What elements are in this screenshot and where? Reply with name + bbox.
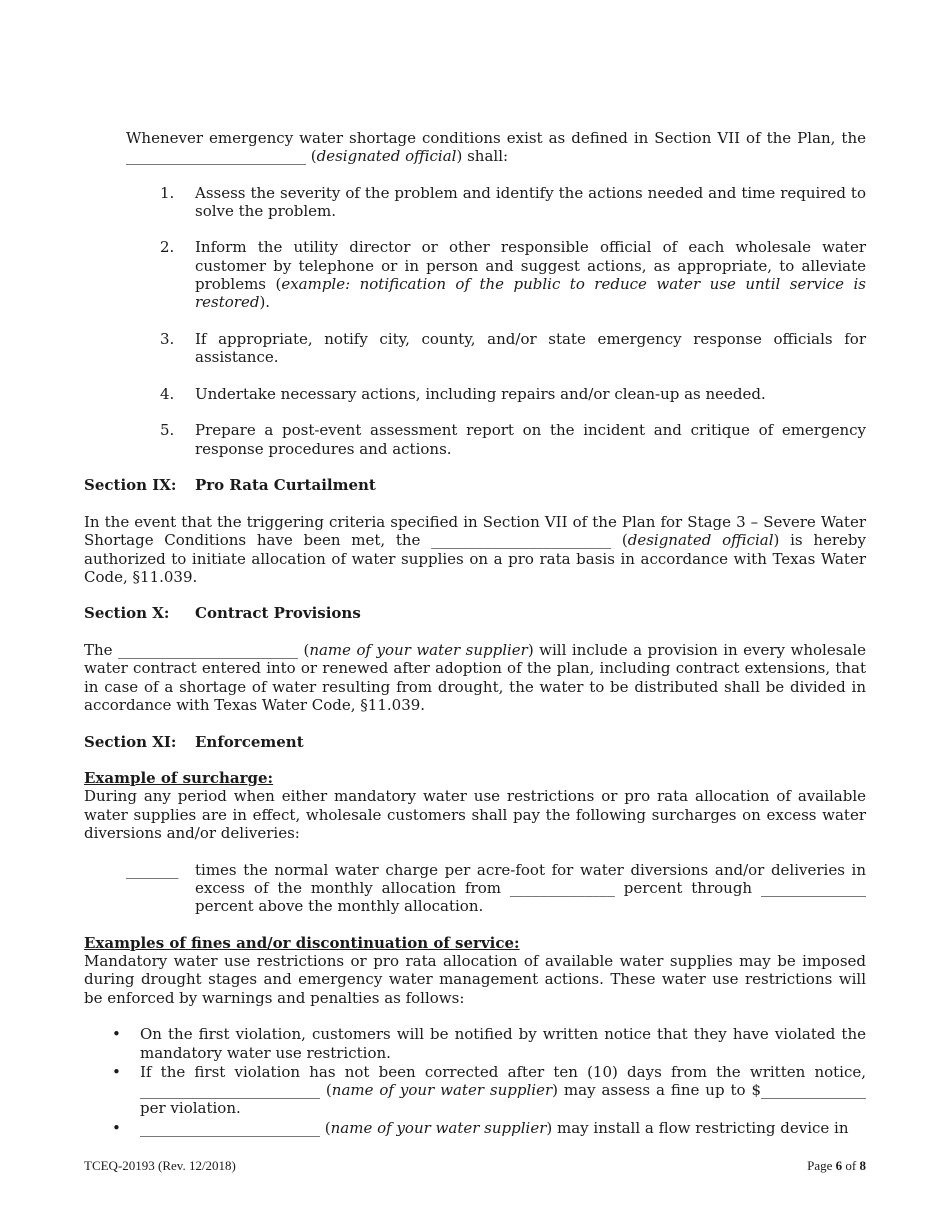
step-example: example: notification of the public to reduce water use until service is restored xyxy=(195,275,866,312)
section-text-end: ) is hereby authorized to initiate allocation of water supplies on a pro rata basis in accordance with Texas Water Code, §11.039. xyxy=(84,531,866,586)
list-item xyxy=(84,1119,866,1137)
surcharge-heading xyxy=(84,769,866,787)
section-number: Section X: xyxy=(84,604,170,623)
bullet-icon: • xyxy=(112,1062,121,1081)
surcharge-text-end: percent above the monthly allocation. xyxy=(195,897,484,916)
page-content xyxy=(84,129,866,1138)
section-text: The xyxy=(84,641,119,660)
bullet-text-end: ) may install a flow restricting device in xyxy=(546,1118,849,1137)
supplier-label: name of your water supplier xyxy=(330,1118,547,1137)
step-text: Assess the severity of the problem and identify the actions needed and time required to solve the problem. xyxy=(195,183,866,220)
page-number xyxy=(807,1158,866,1174)
section-9-heading xyxy=(84,476,866,494)
bullet-icon: • xyxy=(112,1118,121,1137)
section-9-paragraph xyxy=(84,513,866,586)
fines-paragraph: Mandatory water use restrictions or pro rata allocation of available water supplies may be imposed during drought stages and emergency water management actions. These water use restrictions will be enforced by warnings and penalties as follows: xyxy=(84,952,866,1007)
section-text-end: ) will include a provision in every wholesale water contract entered into or renewed after adoption of the plan, including contract extensions, that in case of a shortage of water resulting from drought, the water to be distributed shall be divided in accordance with Texas Water Code, §11.039. xyxy=(84,641,867,714)
list-item xyxy=(84,330,866,367)
intro-text: Whenever emergency water shortage conditions exist as defined in Section VII of the Plan, the xyxy=(126,129,866,147)
section-title: Enforcement xyxy=(195,732,304,751)
list-item xyxy=(84,385,866,403)
bullet-text: If the first violation has not been corrected after ten (10) days from the written notice, xyxy=(140,1062,866,1081)
paren-open: ( xyxy=(320,1118,331,1137)
intro-paragraph xyxy=(84,129,866,166)
paren-open: ( xyxy=(320,1081,332,1100)
official-blank: ________________________ xyxy=(126,147,306,166)
step-text: Inform the utility director or other responsible official of each wholesale water customer by telephone or in person and suggest actions, as appropriate, to alleviate problems ( xyxy=(195,238,866,294)
step-number: 4. xyxy=(160,384,175,403)
percent-from-blank: ______________ xyxy=(509,878,615,897)
surcharge-item xyxy=(84,861,866,916)
intro-text-end: ) shall: xyxy=(456,147,509,166)
official-blank: ________________________ xyxy=(431,531,612,550)
step-number: 5. xyxy=(160,421,175,440)
form-id: TCEQ-20193 (Rev. 12/2018) xyxy=(84,1158,236,1173)
step-number: 1. xyxy=(160,183,175,202)
emergency-steps-list xyxy=(84,184,866,458)
page-footer xyxy=(84,1158,866,1174)
official-label: designated official xyxy=(627,531,774,550)
bullet-icon: • xyxy=(112,1025,121,1044)
step-text-end: ). xyxy=(259,293,271,312)
fines-heading xyxy=(84,934,866,952)
step-text: Undertake necessary actions, including repairs and/or clean-up as needed. xyxy=(195,384,766,403)
list-item xyxy=(84,1063,866,1118)
fines-heading-text: Examples of fines and/or discontinuation of service: xyxy=(84,933,520,952)
supplier-label: name of your water supplier xyxy=(309,641,528,660)
supplier-label: name of your water supplier xyxy=(331,1081,553,1100)
fine-amount-blank: ______________ xyxy=(761,1081,867,1100)
official-label: designated official xyxy=(316,147,457,166)
step-number: 2. xyxy=(160,238,175,257)
section-title: Pro Rata Curtailment xyxy=(195,476,376,495)
list-item xyxy=(84,238,866,311)
surcharge-text-mid: percent through xyxy=(614,878,761,897)
section-11-heading xyxy=(84,733,866,751)
section-text: In the event that the triggering criteria specified in Section VII of the Plan for Stage 3 – Severe Water Shortage Conditions have been met, the xyxy=(84,512,866,550)
paren-open: ( xyxy=(611,531,628,550)
surcharge-text: times the normal water charge per acre-foot for water diversions and/or deliveries in excess of the monthly allocation from xyxy=(195,860,866,897)
list-item xyxy=(84,184,866,221)
step-number: 3. xyxy=(160,329,175,348)
step-text: Prepare a post-event assessment report on the incident and critique of emergency response procedures and actions. xyxy=(195,421,866,458)
current-page: 6 xyxy=(835,1158,843,1173)
supplier-blank: ________________________ xyxy=(140,1081,320,1100)
multiplier-blank: _______ xyxy=(126,860,179,879)
supplier-blank: ________________________ xyxy=(118,641,299,660)
list-item xyxy=(84,421,866,458)
bullet-text-mid: ) may assess a fine up to $ xyxy=(552,1081,762,1100)
section-number: Section XI: xyxy=(84,732,177,751)
of-word: of xyxy=(842,1158,860,1173)
bullet-text: On the first violation, customers will be notified by written notice that they have violated the mandatory water use restriction. xyxy=(140,1025,866,1062)
section-number: Section IX: xyxy=(84,476,177,495)
surcharge-heading-text: Example of surcharge: xyxy=(84,769,274,788)
bullet-text-end: per violation. xyxy=(140,1099,241,1118)
supplier-blank: ________________________ xyxy=(140,1118,320,1137)
total-pages: 8 xyxy=(859,1158,866,1173)
surcharge-paragraph: During any period when either mandatory water use restrictions or pro rata allocation of available water supplies are in effect, wholesale customers shall pay the following surcharges on excess water diversions and/or deliveries: xyxy=(84,787,866,842)
section-10-paragraph xyxy=(84,641,866,714)
page-word: Page xyxy=(807,1158,836,1173)
section-10-heading xyxy=(84,604,866,622)
paren-open: ( xyxy=(298,641,310,660)
list-item xyxy=(84,1025,866,1062)
paren-open: ( xyxy=(306,147,317,166)
step-text: If appropriate, notify city, county, and/or state emergency response officials for assistance. xyxy=(195,329,866,367)
percent-through-blank: ______________ xyxy=(761,878,866,897)
section-title: Contract Provisions xyxy=(195,604,361,623)
fines-list xyxy=(84,1025,866,1137)
